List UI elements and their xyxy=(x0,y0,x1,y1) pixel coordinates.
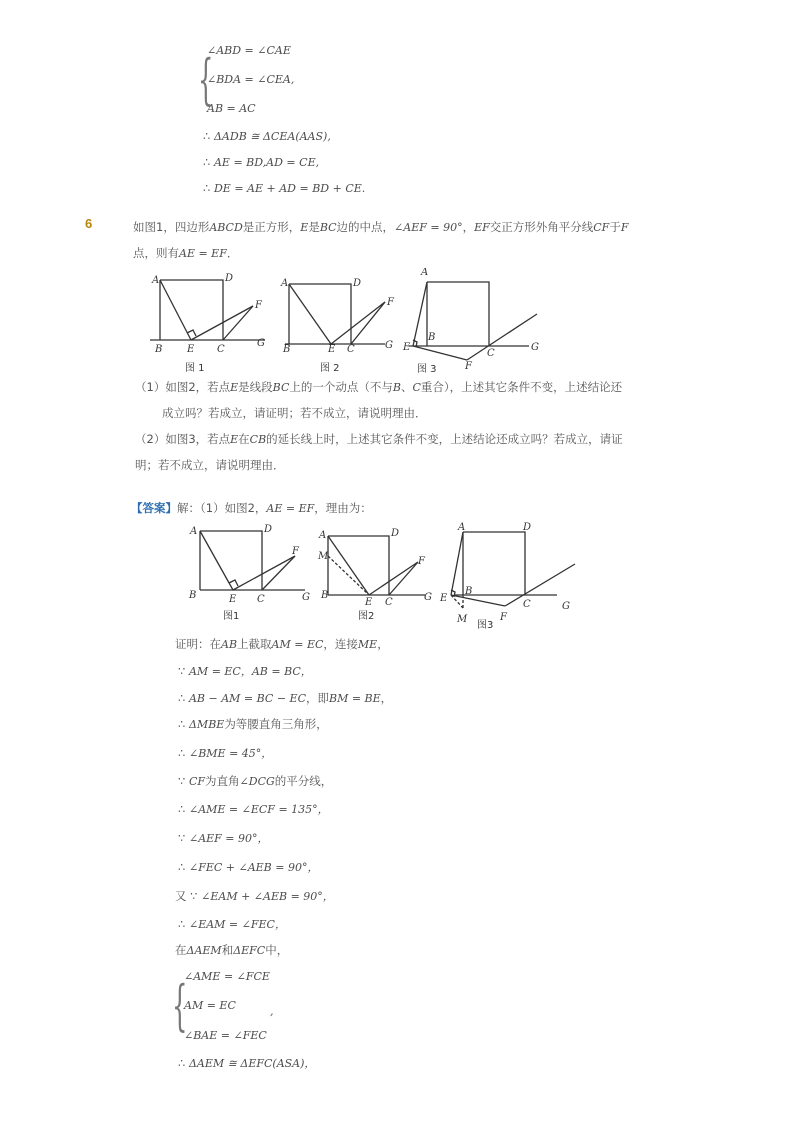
ans-fig2-label-b: B xyxy=(321,590,329,601)
fig1-label-e: E xyxy=(187,344,195,355)
proof-line-13: ∴ ΔAEM ≅ ΔEFC(ASA)， xyxy=(178,1056,316,1070)
proof-line-9: ∴ ∠FEC + ∠AEB = 90°， xyxy=(178,860,319,874)
ans-fig1-label-d: D xyxy=(264,524,273,535)
ans-fig1-label-c: C xyxy=(257,594,265,605)
ans-fig3-caption: 图3 xyxy=(477,620,494,631)
ans-fig1-label-e: E xyxy=(229,594,237,605)
ans-fig3-label-c: C xyxy=(523,599,531,610)
ans-fig1-label-f: F xyxy=(292,546,299,557)
ans-fig1-label-b: B xyxy=(189,590,197,601)
answer-figure-1 xyxy=(188,524,310,622)
ans-fig1-label-a: A xyxy=(190,526,198,537)
part-2-line-2: 明；若不成立，请说明理由． xyxy=(135,458,285,472)
proof-line-6: ∵ CF为直角∠DCG的平分线， xyxy=(178,774,333,788)
system-eq-1: ∠ABD = ∠CAE xyxy=(207,44,291,57)
proof-system-eq-2: AM = EC xyxy=(184,999,236,1012)
figure-3 xyxy=(402,268,539,375)
answer-figure-3 xyxy=(439,522,575,631)
fig3-label-g: G xyxy=(531,342,539,353)
fig3-label-e: E xyxy=(403,342,411,353)
answer-figure-2 xyxy=(317,528,432,622)
ans-fig2-label-m: M xyxy=(318,551,329,562)
ans-fig3-label-e: E xyxy=(440,593,448,604)
ans-fig1-caption: 图1 xyxy=(223,611,240,622)
fig3-label-a: A xyxy=(421,268,429,278)
system-brace: { xyxy=(198,48,214,111)
fig2-label-g: G xyxy=(385,340,393,351)
proof-line-5: ∴ ∠BME = 45°， xyxy=(178,746,273,760)
conclusion-line-3: ∴ DE = AE + AD = BD + CE. xyxy=(203,181,366,195)
question-text-line-2: 点，则有AE = EF． xyxy=(133,246,239,260)
fig3-label-f: F xyxy=(465,361,472,372)
fig1-caption: 图 1 xyxy=(185,363,205,374)
fig1-label-d: D xyxy=(225,273,234,284)
ans-fig3-label-f: F xyxy=(500,612,507,623)
fig2-label-b: B xyxy=(283,344,291,355)
part-1-line-1: （1）如图2，若点E是线段BC上的一个动点（不与B、C重合），上述其它条件不变，上述结论还 xyxy=(135,380,623,394)
proof-line-8: ∵ ∠AEF = 90°， xyxy=(178,831,269,845)
part-1-line-2: 成立吗？若成立，请证明；若不成立，请说明理由． xyxy=(162,406,427,420)
fig2-label-e: E xyxy=(328,344,336,355)
ans-fig3-label-m: M xyxy=(457,614,468,625)
fig2-label-f: F xyxy=(387,297,394,308)
fig1-label-f: F xyxy=(255,300,262,311)
proof-system-comma: , xyxy=(270,1005,274,1018)
proof-line-3: ∴ AB − AM = BC − EC，即BM = BE， xyxy=(178,691,393,705)
ans-fig3-label-a: A xyxy=(458,522,466,533)
ans-fig2-label-e: E xyxy=(365,597,373,608)
system-eq-2: ∠BDA = ∠CEA, xyxy=(207,73,295,86)
answer-intro: 【答案】解：（1）如图2，AE = EF，理由为： xyxy=(131,501,372,515)
proof-system-eq-1: ∠AME = ∠FCE xyxy=(184,970,270,983)
ans-fig3-label-b: B xyxy=(465,586,473,597)
question-figures xyxy=(145,268,565,378)
ans-fig2-label-c: C xyxy=(385,597,393,608)
proof-line-1: 证明：在AB上截取AM = EC，连接ME， xyxy=(175,637,389,651)
ans-fig3-label-d: D xyxy=(523,522,532,533)
ans-fig2-label-f: F xyxy=(418,556,425,567)
ans-fig1-label-g: G xyxy=(302,592,310,603)
question-number: 6 xyxy=(85,216,93,231)
fig2-caption: 图 2 xyxy=(320,363,340,374)
ans-fig2-label-a: A xyxy=(319,530,327,541)
fig2-label-c: C xyxy=(347,344,355,355)
figure-2 xyxy=(280,278,395,374)
answer-figures xyxy=(185,518,585,633)
fig2-label-d: D xyxy=(353,278,362,289)
conclusion-line-1: ∴ ΔADB ≅ ΔCEA(AAS), xyxy=(203,129,331,143)
fig1-label-a: A xyxy=(152,275,160,286)
proof-system-eq-3: ∠BAE = ∠FEC xyxy=(184,1029,267,1042)
fig1-label-b: B xyxy=(155,344,163,355)
ans-fig2-caption: 图2 xyxy=(358,611,375,622)
fig3-label-b: B xyxy=(428,332,436,343)
question-text-line-1: 如图1，四边形ABCD是正方形，E是BC边的中点，∠AEF = 90°，EF交正方形外角平分线CF于F xyxy=(133,220,629,234)
figure-1 xyxy=(150,273,265,374)
fig1-label-c: C xyxy=(217,344,225,355)
proof-line-7: ∴ ∠AME = ∠ECF = 135°， xyxy=(178,802,329,816)
proof-line-4: ∴ ΔMBE为等腰直角三角形， xyxy=(178,717,328,731)
fig3-label-c: C xyxy=(487,348,495,359)
system-eq-3: AB = AC xyxy=(207,102,256,115)
conclusion-line-2: ∴ AE = BD,AD = CE, xyxy=(203,155,320,169)
fig3-caption: 图 3 xyxy=(417,364,437,375)
proof-line-11: ∴ ∠EAM = ∠FEC， xyxy=(178,917,286,931)
ans-fig2-label-d: D xyxy=(391,528,400,539)
ans-fig2-label-g: G xyxy=(424,592,432,603)
ans-fig3-label-g: G xyxy=(562,601,570,612)
part-2-line-1: （2）如图3，若点E在CB的延长线上时，上述其它条件不变，上述结论还成立吗？若成立，请证 xyxy=(135,432,623,446)
proof-line-2: ∵ AM = EC，AB = BC， xyxy=(178,664,312,678)
proof-line-12: 在ΔAEM和ΔEFC中， xyxy=(175,943,289,957)
fig1-label-g: G xyxy=(257,338,265,349)
proof-system-brace: { xyxy=(172,974,188,1037)
fig2-label-a: A xyxy=(281,278,289,289)
proof-line-10: 又 ∵ ∠EAM + ∠AEB = 90°， xyxy=(175,889,334,903)
